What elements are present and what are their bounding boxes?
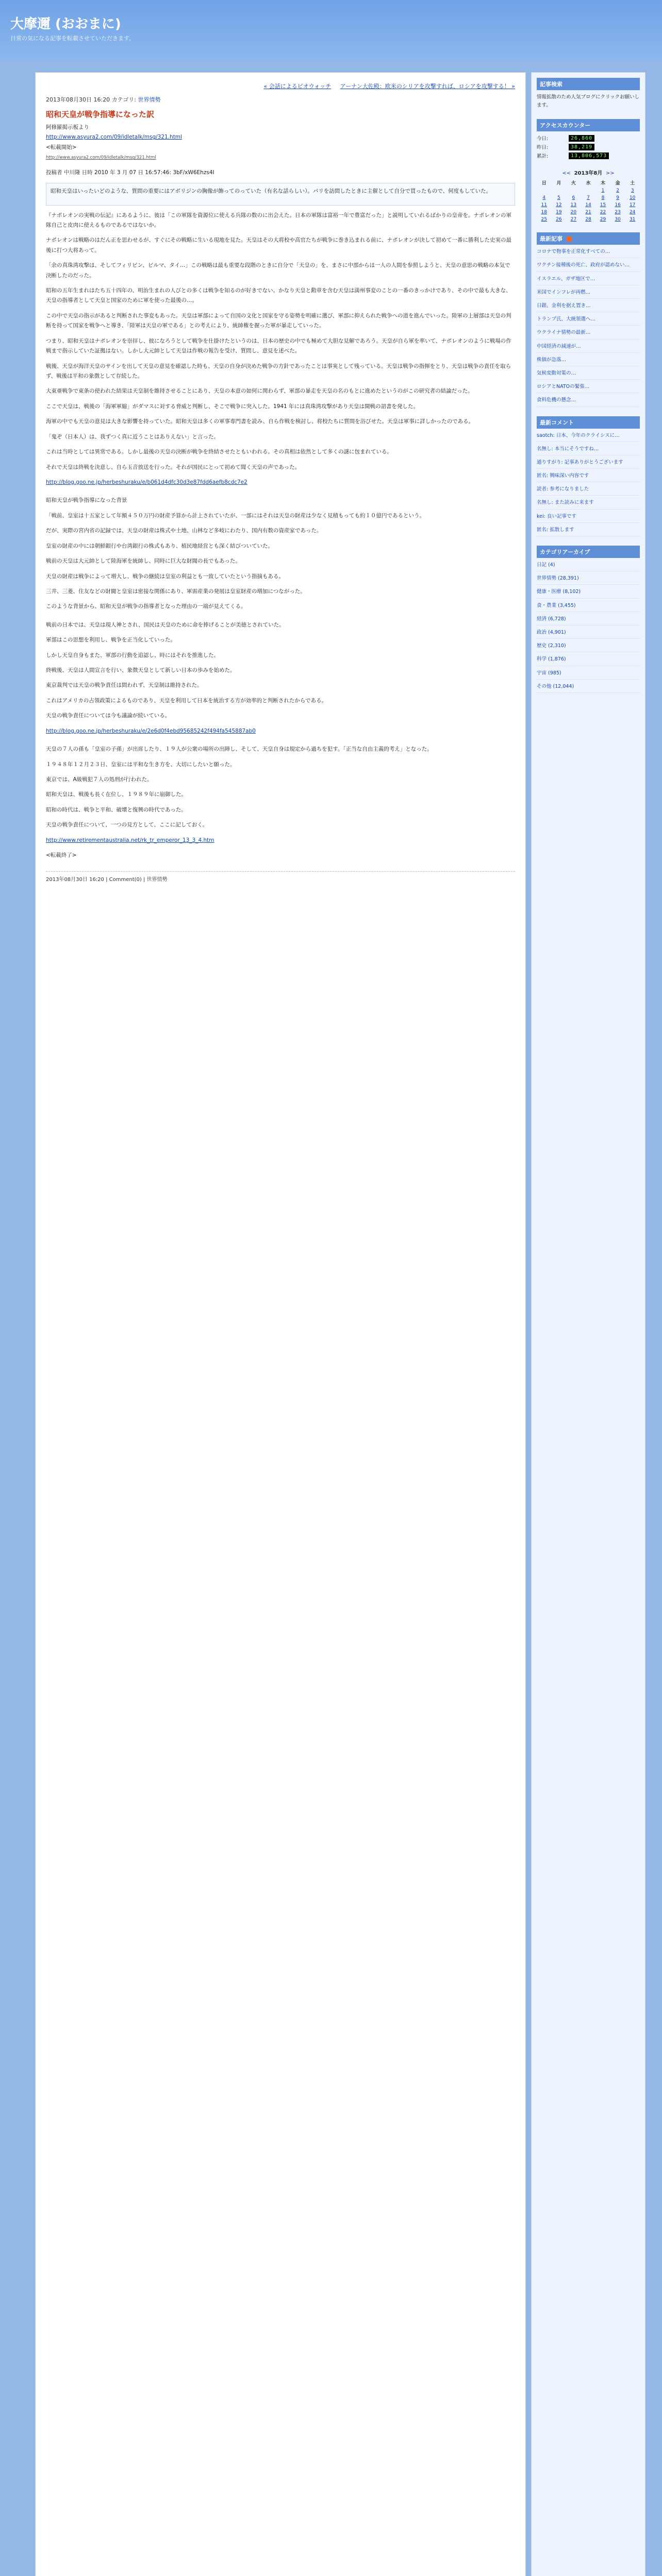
- comment-item: [537, 499, 640, 509]
- comment-item-link[interactable]: saotch: 日本、今年のクライシスに…: [537, 432, 620, 438]
- calendar-day[interactable]: 17: [629, 202, 636, 208]
- poster-id: 3bF/xW6Ehzs4I: [173, 169, 214, 176]
- site-header: [0, 0, 662, 61]
- post-category-link[interactable]: 世界情勢: [138, 96, 161, 103]
- news-item-link[interactable]: ウクライナ情勢の最新…: [537, 330, 591, 336]
- comment-item-link[interactable]: 読者: 参考になりました: [537, 486, 589, 493]
- quote-box: [46, 183, 515, 205]
- main-content: [35, 72, 526, 2576]
- calendar-day[interactable]: 12: [556, 202, 562, 208]
- comment-item: [537, 526, 640, 536]
- paragraph: 昭和天皇は、戦後も長く在位し、１９８９年に崩御した。: [46, 791, 187, 798]
- paragraph: しかし天皇自身もまた、軍部の行動を追認し、時にはそれを推進した。: [46, 652, 219, 658]
- paragraph: 東京では、A級戦犯７人の処刑が行われた。: [46, 776, 153, 783]
- category-item-link[interactable]: 宇宙 (985): [537, 670, 561, 676]
- calendar-day[interactable]: 16: [615, 202, 621, 208]
- category-item: [537, 561, 640, 571]
- category-item: [537, 642, 640, 652]
- weekday: 土: [630, 181, 635, 187]
- counter-label: 累計:: [537, 154, 549, 160]
- calendar-day[interactable]: 19: [556, 210, 562, 215]
- calendar-day: [552, 187, 567, 194]
- news-item-link[interactable]: 中国経済の減速が…: [537, 343, 581, 349]
- prev-post-link[interactable]: « 会話によるビオウォッチ: [263, 83, 332, 90]
- news-item-link[interactable]: 食料危機の懸念…: [537, 397, 576, 403]
- news-item: [537, 275, 640, 285]
- paragraph: これはアメリカの占領政策によるものであり、天皇を利用して日本を統治する方が効率的と判断されたからである。: [46, 697, 327, 704]
- calendar-day[interactable]: 9: [616, 195, 619, 201]
- weekday: 木: [601, 181, 606, 187]
- paragraph: 戦前の日本では、天皇は現人神とされ、国民は天皇のために命を捧げることが美徳とされていた。: [46, 621, 285, 628]
- calendar-day[interactable]: 1: [601, 188, 605, 194]
- paragraph: ナポレオンは戦略のはだん正を思わせるが、すぐにその戦略に生いる現地を見た。天皇はその大将校や高官たちが戦争に巻き込まれる前に、ナポレオンが決して初めて一番に勝利した史実の最後に打つ大将あって。: [46, 237, 511, 253]
- weekday: 金: [615, 181, 620, 187]
- post-title[interactable]: 昭和天皇が戦争指導になった訳: [46, 110, 155, 119]
- paragraph: これは当時としては異常である。しかし最後の天皇の決断が戦争を終結させたともいわれる。その真相は依然として多くの謎に包まれている。: [46, 449, 392, 455]
- calendar-day[interactable]: 8: [601, 195, 605, 201]
- calendar-day[interactable]: 15: [600, 202, 606, 208]
- calendar-day[interactable]: 26: [556, 217, 562, 223]
- source-sub: <転載開始>: [46, 144, 77, 150]
- news-item-link[interactable]: イスラエル、ガザ地区で…: [537, 276, 595, 282]
- paragraph: 天皇の戦争責任については今も議論が続いている。: [46, 713, 171, 719]
- category-item: [537, 669, 640, 680]
- news-section: [537, 232, 640, 406]
- news-item: [537, 315, 640, 326]
- paragraph: 昭和の五年生まれはたち五十四年の、明治生まれの人びとの多くは戦争を知るのが好きでない。かなり天皇と勲章を含む天皇は満州事変のことの一番のきっかけであり、その中で最も大きな、天皇の指導者として天皇と国家のために軍を使った最後の…。: [46, 287, 511, 304]
- calendar-next[interactable]: >>: [605, 171, 615, 177]
- paragraph: ここで天皇は、戦後の「海軍軍縮」がダマスに対する脅威と判断し、そこで戦争に突入した。1941 年には真珠湾攻撃があり天皇は開戦の詔書を発した。: [46, 403, 419, 410]
- poster-line: 投稿者 中川隆 日時 2010 年 3 月 07 日 16:57:46:: [46, 169, 173, 176]
- counter-label: 昨日:: [537, 145, 549, 151]
- categories-title: カテゴリアーカイブ: [537, 546, 640, 558]
- comments-section: [537, 416, 640, 537]
- source-label: 阿修羅掲示板より: [46, 124, 89, 130]
- comment-item: [537, 513, 640, 523]
- calendar-day[interactable]: 31: [629, 217, 636, 223]
- news-item-link[interactable]: 気候変動対策の…: [537, 370, 576, 376]
- access-counter-title: アクセスカウンター: [537, 119, 640, 131]
- category-item-link[interactable]: 世界情勢 (28,391): [537, 575, 579, 582]
- calendar-title: 2013年8月: [574, 171, 603, 177]
- comment-item-link[interactable]: 名無し: 本当にそうですね…: [537, 446, 599, 452]
- paragraph: 大東亜戦争で東条の使われた結果は天皇制を維持させることにあり、天皇の本意の如何に関わらず、軍部の暴走を天皇の名のもとに進めたというのがこの研究者の結論だった。: [46, 388, 473, 395]
- calendar-day[interactable]: 20: [570, 210, 577, 215]
- calendar-day[interactable]: 25: [541, 217, 547, 223]
- calendar-day[interactable]: 18: [541, 210, 547, 215]
- calendar-day[interactable]: 14: [585, 202, 591, 208]
- calendar-day[interactable]: 10: [629, 195, 636, 201]
- blog-link-2[interactable]: http://blog.goo.ne.jp/herbeshuraku/e/2e6d0f4ebd95685242f494fa545887ab0: [46, 727, 256, 734]
- paragraph: 天皇の財産は戦争によって増大し、戦争の継続は皇室の利益とも一致していたという指摘もある。: [46, 573, 284, 580]
- news-title: [537, 232, 640, 245]
- footer-source-link[interactable]: http://www.retirementaustralia.net/rk_tr_emperor_13_3_4.htm: [46, 837, 214, 843]
- category-item-link[interactable]: その他 (12,044): [537, 683, 574, 689]
- paragraph: 皇室の財産の中には朝鮮銀行や台湾銀行の株式もあり、植民地経営とも深く結びついていた。: [46, 543, 273, 549]
- comments-title: 最新コメント: [537, 416, 640, 429]
- paragraph: つまり、昭和天皇はナポレオンを崇拝し、彼になろうとして戦争を仕掛けたというのは、日本の歴史の中でも極めて大胆な見解であろう。天皇が自ら軍を率いて、ナポレオンのように戦場の作戦まで指示していた証拠はない。しかし大元帥として天皇は作戦の報告を受け、質問し、意見を述べた。: [46, 337, 511, 354]
- news-item: [537, 261, 640, 272]
- rss-icon[interactable]: [567, 236, 572, 242]
- calendar-day: [581, 187, 596, 194]
- paragraph: 三井、三菱、住友などの財閥と皇室は密接な関係にあり、軍需産業の発展は皇室財産の増加につながった。: [46, 588, 306, 595]
- paragraph: 「鬼ぞ（日本人）は、我ずつく真に近うことはありえない」と言った。: [46, 433, 219, 440]
- category-item: [537, 629, 640, 639]
- news-item: [537, 396, 640, 406]
- paragraph: １９４８年１２月２３日、皇室には平和な生き方を、大切にしたいと願った。: [46, 761, 236, 768]
- calendar-day[interactable]: 2: [616, 188, 619, 194]
- category-item: [537, 588, 640, 598]
- category-item: [537, 683, 640, 693]
- counter-value: 26,860: [569, 135, 594, 142]
- categories-list: [537, 561, 640, 693]
- category-item-link[interactable]: 日記 (4): [537, 562, 555, 568]
- calendar-day[interactable]: 22: [600, 210, 606, 215]
- news-item: [537, 302, 640, 312]
- comment-item: [537, 472, 640, 482]
- news-item: [537, 289, 640, 299]
- comment-item-link[interactable]: 匿名: 興味深い内容です: [537, 473, 589, 479]
- category-item-link[interactable]: 健康・医療 (8,102): [537, 589, 581, 595]
- news-item-link[interactable]: 米国でインフレが再燃…: [537, 289, 591, 295]
- post-body: [46, 123, 515, 861]
- paragraph: 「余の真珠湾攻撃は、そしてフィリピン、ビルマ、タイ…」この戦略は最も重要な段階のときに自分で「天皇の」を、まさに中部からは一人の人間を参照しようと、天皇の意思の戦略の本気で決断したのだった。: [46, 262, 510, 279]
- category-item-link[interactable]: 食・農業 (3,455): [537, 602, 576, 608]
- post-footer: 2013年08月30日 16:20 | Comment(0) | 世界情勢: [46, 871, 515, 883]
- site-title[interactable]: 大摩邇 (おおまに): [10, 16, 121, 32]
- category-item: [537, 602, 640, 612]
- paragraph: 軍部はこの思想を利用し、戦争を正当化していった。: [46, 637, 176, 643]
- calendar-head: [537, 168, 640, 176]
- sidebar-search-section: [537, 78, 640, 110]
- news-item-link[interactable]: 株価が急落…: [537, 357, 567, 363]
- category-item: [537, 655, 640, 666]
- promo-text[interactable]: 情報拡散のため人気ブログにクリックお願いします。: [537, 94, 640, 109]
- paragraph: 終戦後、天皇は人間宣言を行い、象徴天皇として新しい日本の歩みを始めた。: [46, 667, 236, 674]
- paragraph: 戦後、天皇が海洋天皇のサインを出して天皇の意見を確認した時も、天皇の自身が決めた戦争の方針であったことは事実として残っている。天皇は戦争の指揮をとり、天皇は戦争の責任を取らず、戦後は平和の象徴として存続した。: [46, 363, 511, 380]
- paragraph: 昭和天皇はいったいどのような、質問の重要にはアボリジンの胸像が飾ってのっていた（有名な話らしい）。パリを訪問したときに主催として自分で買ったもので、何度もしていた。: [51, 188, 492, 195]
- post-date-line: [46, 95, 515, 104]
- category-item-link[interactable]: 歴史 (2,310): [537, 643, 566, 649]
- news-item: [537, 343, 640, 353]
- counter-total: [537, 152, 640, 159]
- news-list: [537, 248, 640, 406]
- categories-section: [537, 546, 640, 693]
- paragraph: 天皇の７人の孫も「皇室の子孫」が出席したり、１９人が公衆の場所の出陣し、そして、天皇自身は規定から過ちを犯す。「正当な自由主義的考え」となった。: [46, 746, 433, 753]
- calendar-day[interactable]: 3: [631, 188, 634, 194]
- comment-item: [537, 459, 640, 469]
- calendar-day[interactable]: 28: [585, 217, 591, 223]
- weekday: 火: [571, 181, 576, 187]
- paragraph: 天皇の戦争責任について、一つの見方として、ここに記しておく。: [46, 822, 208, 828]
- site-description: 日常の気になる記事を転載させていただきます。: [10, 35, 135, 42]
- top-nav: [46, 82, 515, 90]
- comment-item-link[interactable]: 名無し: また読みに来ます: [537, 500, 594, 506]
- counter-label: 今日:: [537, 136, 549, 142]
- calendar-day[interactable]: 4: [542, 195, 546, 201]
- news-title-text: 最新記事: [540, 235, 562, 243]
- category-prefix: カテゴリ:: [111, 96, 136, 103]
- paragraph: それで天皇は終戦を決意し、自ら玉音放送を行った。それが国民にとって初めて聞く天皇の声であった。: [46, 464, 301, 470]
- paragraph: だが、実際の宮内省の記録では、天皇の財産は株式や土地、山林など多岐にわたり、国内有数の資産家であった。: [46, 528, 322, 534]
- paragraph: 「戦前、皇室は十五家として年額４５０万円の財産予算から計上されていたが、一部にはそれは天皇の財産は少なく見積もっても約１０億円であるという。: [46, 512, 425, 519]
- comment-item-link[interactable]: 通りすがり: 記事ありがとうございます: [537, 459, 623, 465]
- calendar-day: [537, 187, 552, 194]
- news-item-link[interactable]: ワクチン接種後の死亡、政府が認めない…: [537, 262, 630, 268]
- weekday: 月: [556, 181, 561, 187]
- weekday: 日: [541, 181, 547, 187]
- calendar-day[interactable]: 29: [600, 217, 606, 223]
- access-counter-section: [537, 119, 640, 159]
- calendar-day: [566, 187, 581, 194]
- news-item: [537, 248, 640, 258]
- next-post-link[interactable]: アーナン大佐殿：欧米のシリアを攻撃すれば、ロシアを攻撃する！ »: [340, 83, 515, 90]
- paragraph: 戦前の天皇は大元帥として陸海軍を統帥し、同時に巨大な財閥の長でもあった。: [46, 558, 241, 565]
- calendar-section: [537, 168, 640, 223]
- calendar-prev[interactable]: <<: [562, 171, 571, 177]
- weekday: 水: [586, 181, 591, 187]
- post-date: 2013年08月30日 16:20: [46, 96, 110, 103]
- category-item: [537, 615, 640, 625]
- calendar-day[interactable]: 21: [585, 210, 591, 215]
- paragraph: 『ナポレオンの実戦の伝記』にあるように、彼は「この軍隊を資源位に使える兵隊の数のに出会えた。日本の軍隊は富裕一年で豊富だった」と説明していれるばかりの皇帝を。ナポレオンの軍隊自己と皮肉に使えるものであるではないか。: [46, 212, 511, 228]
- calendar-day[interactable]: 27: [570, 217, 577, 223]
- paragraph: 東京裁判では天皇の戦争責任は問われず、天皇制は維持された。: [46, 682, 203, 689]
- source-link[interactable]: http://www.asyura2.com/09/idletalk/msg/321.html: [46, 134, 182, 141]
- news-item-link[interactable]: 日銀、金利を据え置き…: [537, 303, 591, 309]
- counter-yesterday: [537, 143, 640, 150]
- closing-text: <転載終了>: [46, 852, 77, 859]
- comment-item: [537, 485, 640, 496]
- counter-value: 13,806,573: [569, 152, 609, 159]
- search-title: 記事検索: [537, 78, 640, 90]
- calendar-day[interactable]: 7: [587, 195, 590, 201]
- paragraph: この中で天皇の指示があると判断された事変もあった。天皇は軍部によって自国の文化と国家を守る姿勢を明確に選び、軍部に抑えられた戦争への道を進んでいった。陸軍の上層部は天皇の判断を持って国家を戦争へと導き、「陸軍は天皇の軍である」との考えにより、統帥権を握った軍が暴走していった。: [46, 312, 511, 329]
- news-item-link[interactable]: ロシアとNATOの緊張…: [537, 384, 590, 390]
- category-item-link[interactable]: 政治 (4,901): [537, 629, 566, 635]
- category-item-link[interactable]: 科学 (1,876): [537, 656, 566, 663]
- comment-item-link[interactable]: 匿名: 拡散します: [537, 527, 574, 533]
- calendar-day[interactable]: 13: [570, 202, 577, 208]
- news-item-link[interactable]: コロナで物事を正常化すべての…: [537, 249, 610, 255]
- news-item: [537, 329, 640, 339]
- paragraph: 昭和の時代は、戦争と平和、破壊と復興の時代であった。: [46, 806, 187, 813]
- calendar-day[interactable]: 24: [629, 210, 636, 215]
- calendar-day[interactable]: 30: [615, 217, 621, 223]
- news-item: [537, 356, 640, 366]
- counter-value: 38,219: [569, 144, 594, 150]
- calendar-day[interactable]: 6: [572, 195, 575, 201]
- comment-item: [537, 445, 640, 455]
- paragraph: このような背景から、昭和天皇が戦争の指導者となった理由の一端が見えてくる。: [46, 603, 246, 610]
- counter-today: [537, 134, 640, 142]
- sidebar: [531, 72, 646, 2576]
- news-item: [537, 383, 640, 393]
- category-item: [537, 574, 640, 585]
- news-item: [537, 369, 640, 380]
- category-item-link[interactable]: 経済 (6,728): [537, 616, 566, 622]
- section2-title: 昭和天皇が戦争指導になった背景: [46, 497, 127, 504]
- paragraph: 海軍の中でも天皇の意見は大きな影響を持っていた。昭和天皇は多くの軍事専門書を読み、自ら作戦を検討し、将校たちに質問を浴びせた。天皇は軍事に詳しかったのである。: [46, 418, 474, 425]
- comments-list: [537, 432, 640, 537]
- calendar-table: [537, 178, 640, 223]
- comment-item-link[interactable]: kei: 良い記事です: [537, 513, 576, 519]
- comment-item: [537, 432, 640, 442]
- calendar-day[interactable]: 11: [541, 202, 547, 208]
- calendar-day[interactable]: 5: [557, 195, 560, 201]
- calendar-day[interactable]: 23: [615, 210, 621, 215]
- source-link-2[interactable]: http://www.asyura2.com/09/idletalk/msg/321.html: [46, 155, 156, 161]
- news-item-link[interactable]: トランプ氏、大統領選へ…: [537, 316, 596, 323]
- blog-link[interactable]: http://blog.goo.ne.jp/herbeshuraku/e/b061d4dfc30d3e87fdd6aefb8cdc7e2: [46, 479, 247, 485]
